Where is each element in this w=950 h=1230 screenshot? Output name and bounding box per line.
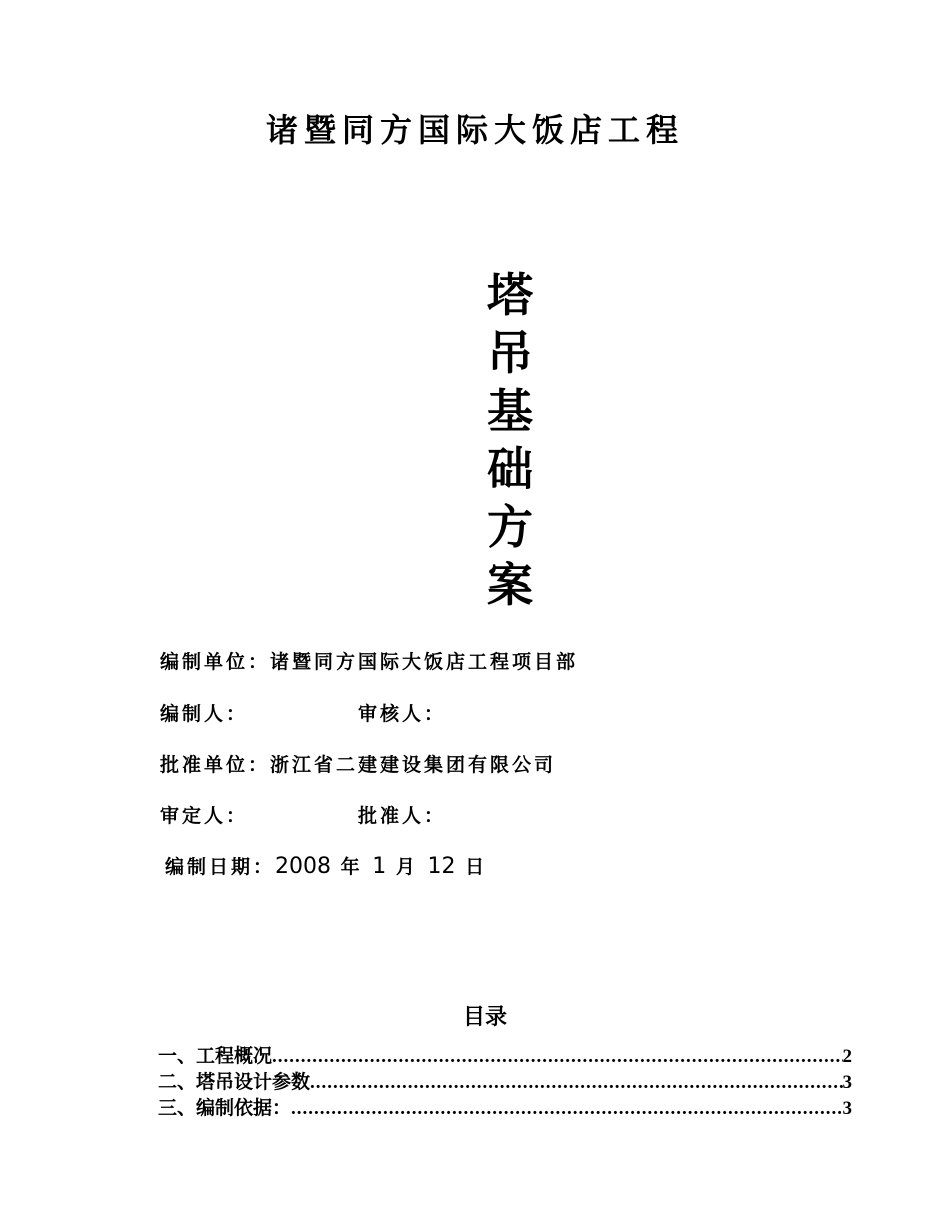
date-month: 1 <box>372 854 387 879</box>
date-day: 12 <box>427 854 456 879</box>
toc-leader-dots <box>291 1096 842 1122</box>
compile-date-label: 编制日期： <box>165 856 276 878</box>
document-title-char: 基 <box>487 384 533 438</box>
document-title-char: 吊 <box>487 326 533 380</box>
document-title <box>470 266 550 614</box>
compiling-unit-value: 诸暨同方国际大饭店工程项目部 <box>270 651 579 673</box>
toc-item-page: 3 <box>842 1072 852 1093</box>
approval-unit-value: 浙江省二建建设集团有限公司 <box>270 754 557 776</box>
finalizer-label: 审定人： <box>160 805 249 827</box>
reviewer-label: 审核人： <box>358 703 447 725</box>
toc-item-label: 三、编制依据： <box>158 1098 292 1119</box>
toc-item-label: 一、工程概况 <box>158 1046 273 1067</box>
finalizer-approver-row <box>160 802 447 830</box>
author-reviewer-row <box>160 700 447 728</box>
toc-leader-dots <box>310 1070 842 1096</box>
document-title-char: 塔 <box>487 268 533 322</box>
toc-heading: 目录 <box>462 1004 507 1029</box>
approval-unit-label: 批准单位： <box>160 754 271 776</box>
toc-item-label: 二、塔吊设计参数 <box>158 1072 311 1093</box>
approval-unit-row <box>160 751 556 779</box>
compiling-unit-row <box>160 648 578 676</box>
author-label: 编制人： <box>160 703 249 725</box>
approver-label: 批准人： <box>358 805 447 827</box>
toc-item-page: 3 <box>842 1098 852 1119</box>
toc-item-project-overview[interactable] <box>158 1044 852 1070</box>
date-month-unit: 月 <box>395 856 418 878</box>
project-title: 诸暨同方国际大饭店工程 <box>265 111 684 149</box>
toc-item-compilation-basis[interactable] <box>158 1096 852 1122</box>
table-of-contents <box>158 1044 852 1122</box>
toc-leader-dots <box>272 1044 842 1070</box>
document-title-char: 础 <box>487 442 533 496</box>
compiling-unit-label: 编制单位： <box>160 651 271 673</box>
date-year-unit: 年 <box>340 856 363 878</box>
toc-item-page: 2 <box>842 1046 852 1067</box>
document-title-char: 案 <box>487 558 533 612</box>
date-year: 2008 <box>275 854 332 879</box>
date-day-unit: 日 <box>465 856 488 878</box>
toc-item-crane-parameters[interactable] <box>158 1070 852 1096</box>
document-title-char: 方 <box>487 500 533 554</box>
compile-date-row <box>165 853 487 881</box>
